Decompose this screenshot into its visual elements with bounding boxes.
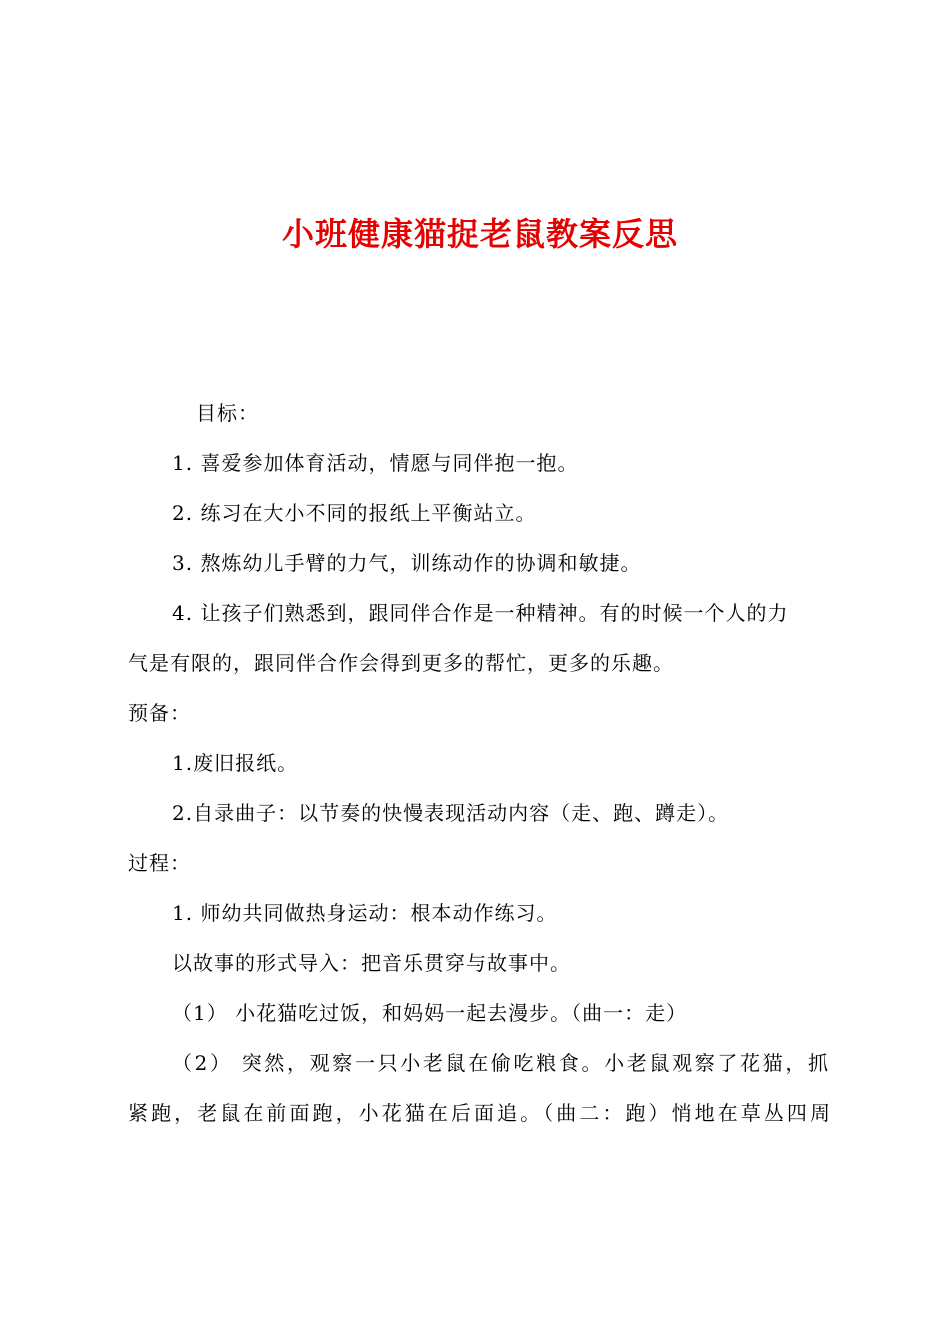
text-line-process-intro: 以故事的形式导入：把音乐贯穿与故事中。 xyxy=(172,951,571,975)
text-line-prep-heading: 预备： xyxy=(128,701,191,725)
text-line-goal-1: 1. 喜爱参加体育活动，情愿与同伴抱一抱。 xyxy=(172,451,579,475)
text-line-prep-2: 2.自录曲子：以节奏的快慢表现活动内容（走、跑、蹲走）。 xyxy=(172,801,730,825)
text-line-goal-3: 3. 熬炼幼儿手臂的力气，训练动作的协调和敏捷。 xyxy=(172,551,642,575)
text-line-goals-heading: 目标： xyxy=(196,401,259,425)
text-line-goal-2: 2. 练习在大小不同的报纸上平衡站立。 xyxy=(172,501,537,525)
text-line-step-1: （1） 小花猫吃过饭，和妈妈一起去漫步。（曲一：走） xyxy=(172,1001,688,1025)
text-line-prep-1: 1.废旧报纸。 xyxy=(172,751,299,775)
text-line-process-heading: 过程： xyxy=(128,851,191,875)
text-line-goal-4-cont: 气是有限的，跟同伴合作会得到更多的帮忙，更多的乐趣。 xyxy=(128,651,674,675)
text-line-goal-4: 4. 让孩子们熟悉到，跟同伴合作是一种精神。有的时候一个人的力 xyxy=(172,601,789,625)
text-line-step-2: （2） 突然，观察一只小老鼠在偷吃粮食。小老鼠观察了花猫，抓 xyxy=(172,1051,828,1075)
text-line-step-2-cont: 紧跑，老鼠在前面跑，小花猫在后面追。（曲二：跑）悄地在草丛四周 xyxy=(128,1101,830,1125)
document-title: 小班健康猫捉老鼠教案反思 xyxy=(281,215,678,253)
text-line-process-1: 1. 师幼共同做热身运动：根本动作练习。 xyxy=(172,901,558,925)
